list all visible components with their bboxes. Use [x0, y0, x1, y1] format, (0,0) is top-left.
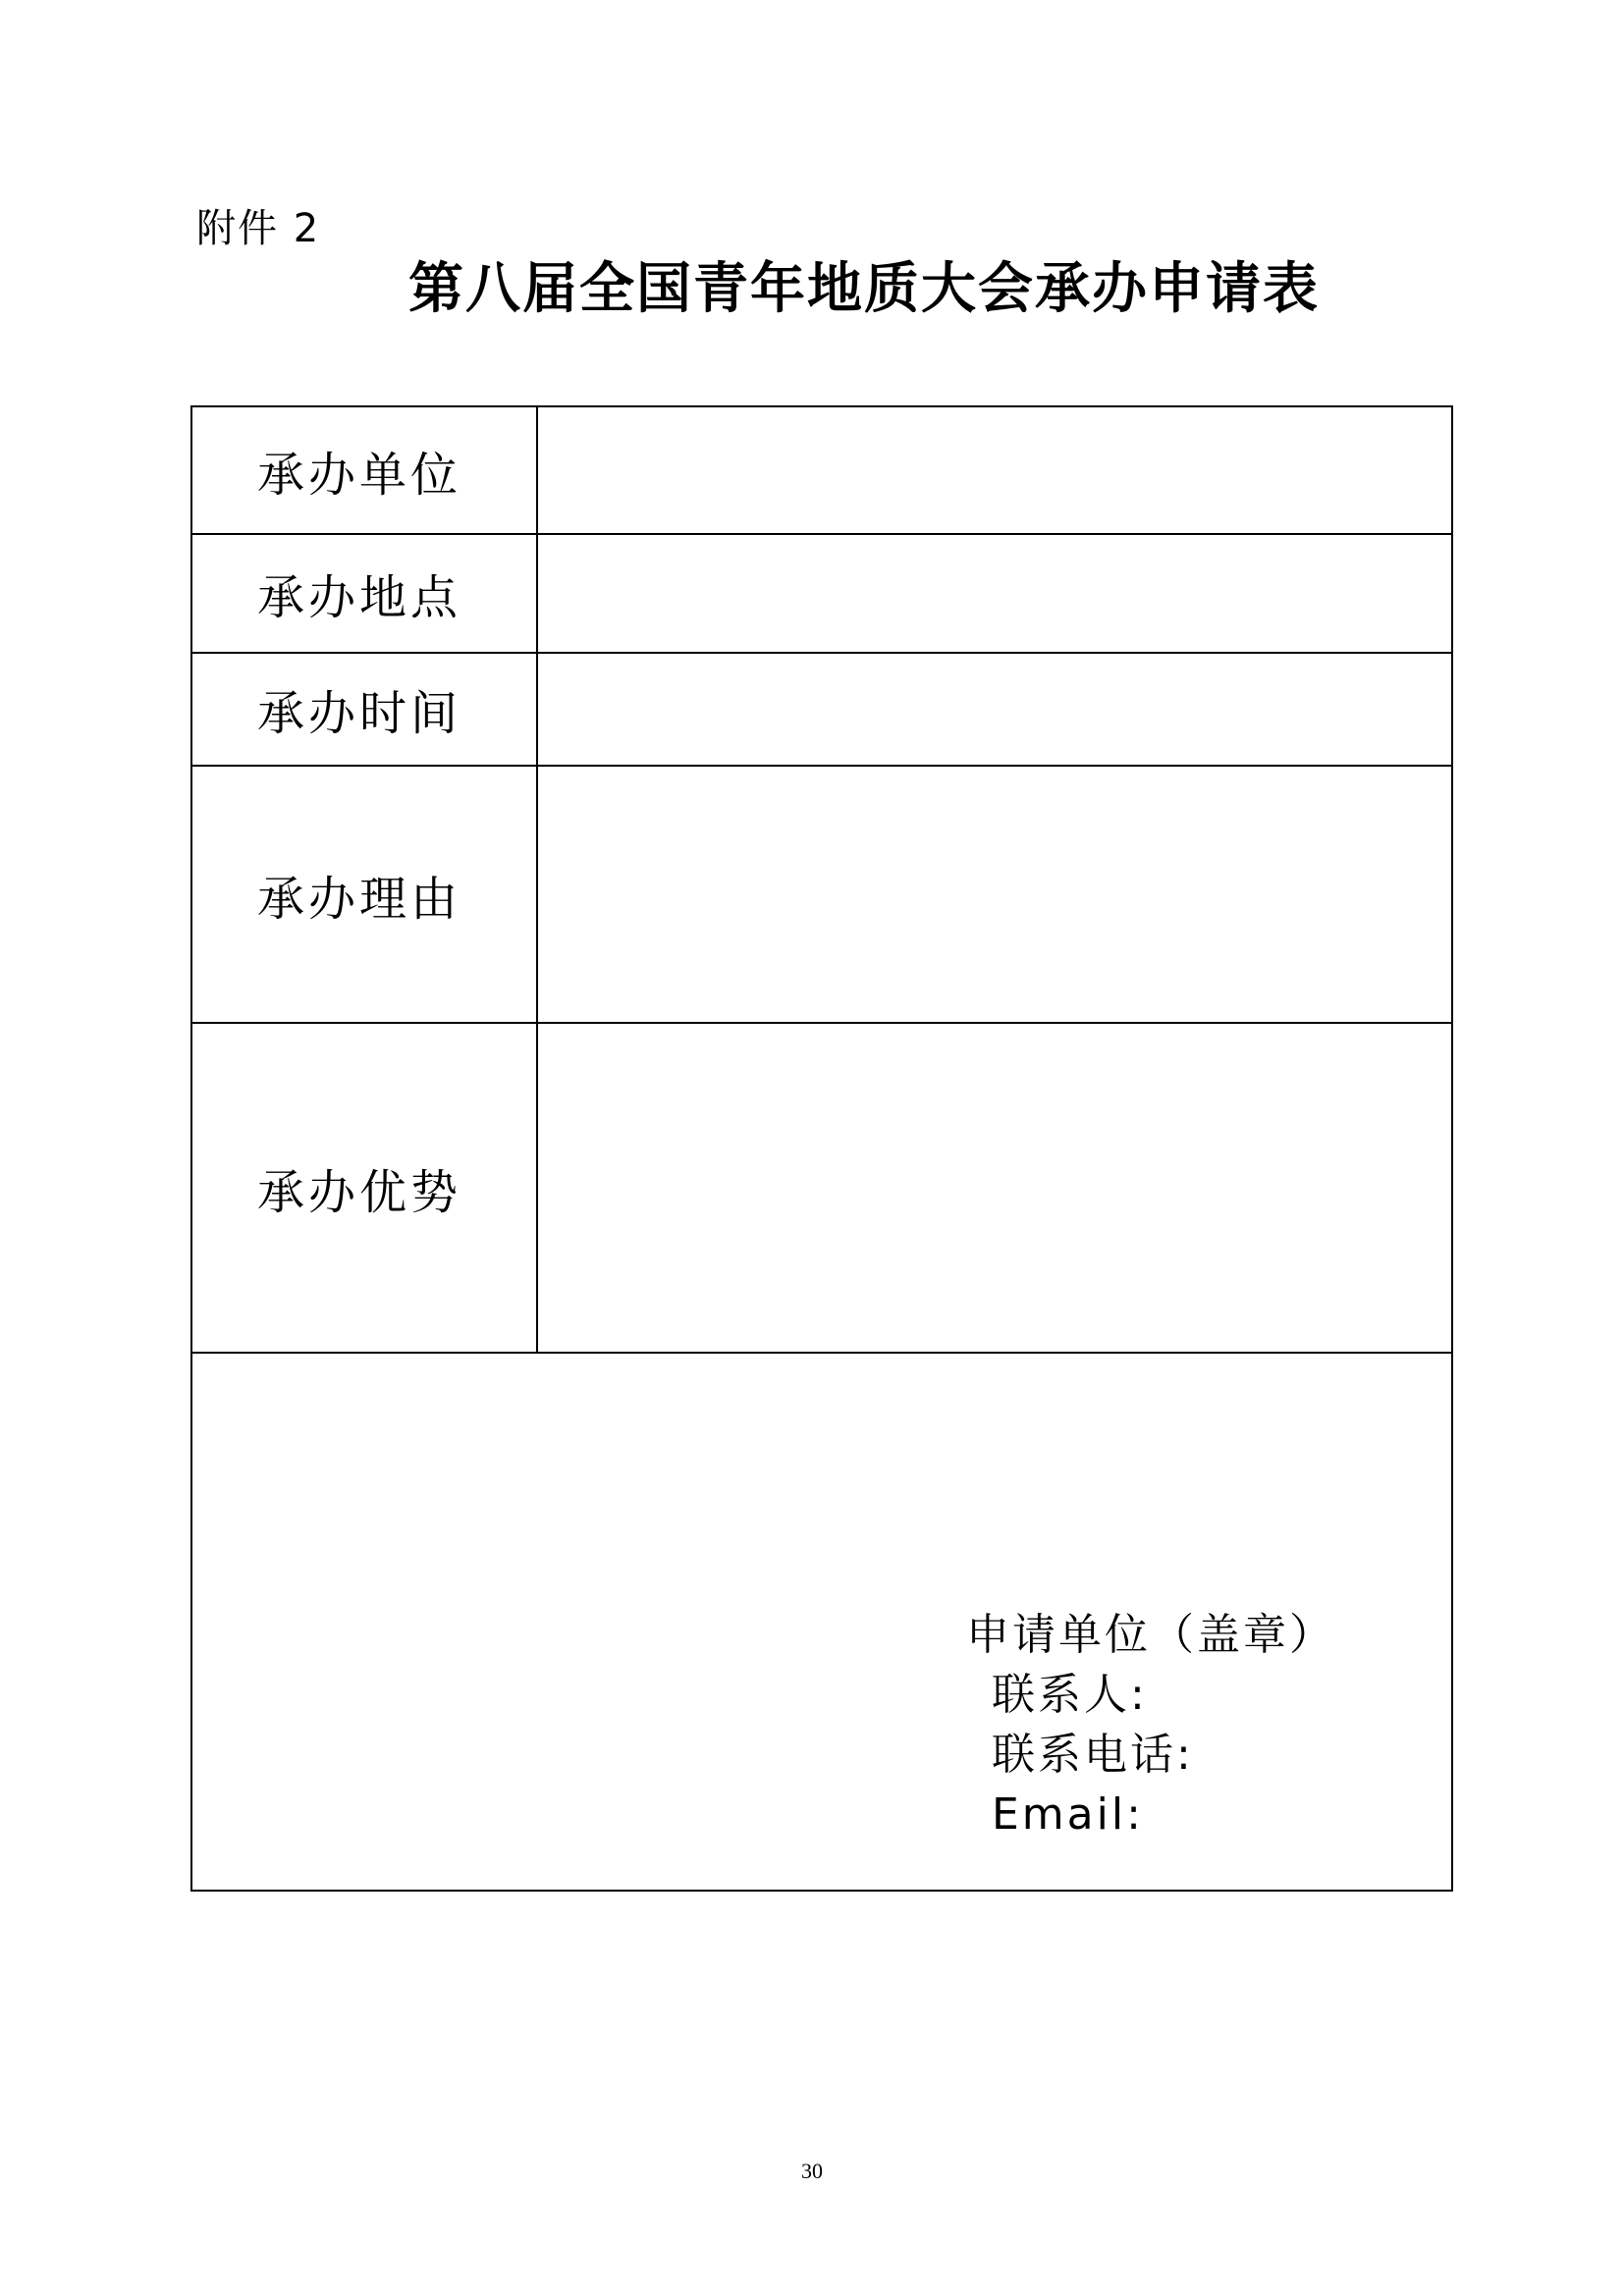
- attachment-label: 附件 2: [196, 206, 321, 251]
- location-label: 承办地点: [191, 534, 537, 653]
- page-title: 第八届全国青年地质大会承办申请表: [408, 257, 1320, 321]
- contact-person-label: 联系人:: [992, 1670, 1148, 1720]
- advantage-label: 承办优势: [191, 1023, 537, 1353]
- reason-label: 承办理由: [191, 766, 537, 1023]
- signature-cell[interactable]: [191, 1353, 1452, 1891]
- time-label: 承办时间: [191, 653, 537, 766]
- location-value-field[interactable]: [537, 534, 1452, 653]
- contact-phone-label: 联系电话:: [992, 1730, 1194, 1780]
- form-row-advantage: [191, 1023, 1452, 1353]
- form-row-signature: [191, 1353, 1452, 1891]
- applicant-seal-label: 申请单位（盖章）: [966, 1610, 1335, 1660]
- time-value-field[interactable]: [537, 653, 1452, 766]
- application-form-table: [190, 405, 1453, 1892]
- page-number: 30: [801, 2159, 823, 2183]
- organizer-label: 承办单位: [191, 406, 537, 534]
- email-label: Email:: [992, 1789, 1144, 1840]
- form-row-location: [191, 534, 1452, 653]
- form-row-organizer: [191, 406, 1452, 534]
- form-row-reason: [191, 766, 1452, 1023]
- signature-block: [966, 1605, 1335, 1844]
- reason-value-field[interactable]: [537, 766, 1452, 1023]
- organizer-value-field[interactable]: [537, 406, 1452, 534]
- advantage-value-field[interactable]: [537, 1023, 1452, 1353]
- form-row-time: [191, 653, 1452, 766]
